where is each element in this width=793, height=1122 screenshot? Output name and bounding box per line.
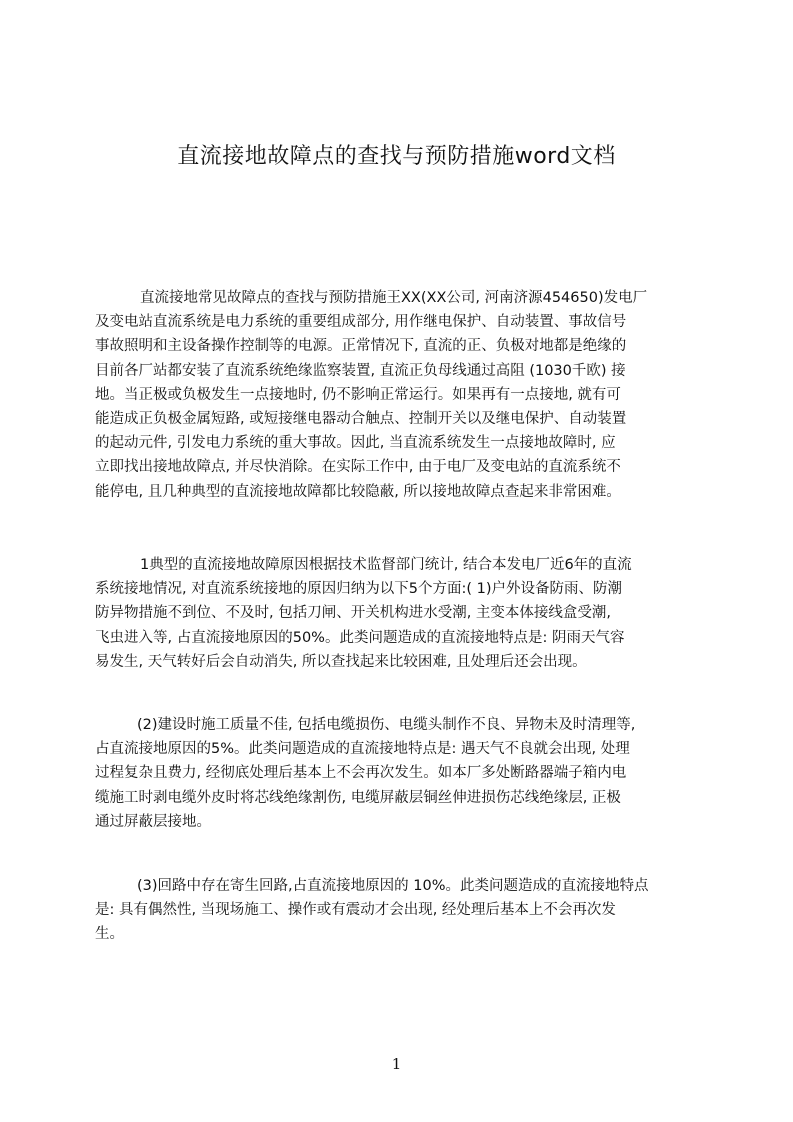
text-line: 易发生, 天气转好后会自动消失, 所以查找起来比较困难, 且处理后还会出现。 xyxy=(95,653,587,670)
text-line: 系统接地情况, 对直流系统接地的原因归纳为以下5个方面:( 1)户外设备防雨、防潮 xyxy=(95,581,622,598)
text-line: 占直流接地原因的5%。此类问题造成的直流接地特点是: 遇天气不良就会出现, 处理 xyxy=(95,741,630,758)
text-line: 的起动元件, 引发电力系统的重大事故。因此, 当直流系统发生一点接地故障时, 应 xyxy=(95,435,616,452)
text-line: 过程复杂且费力, 经彻底处理后基本上不会再次发生。如本厂多处断路器端子箱内电 xyxy=(95,765,627,782)
text-line: 缆施工时剥电缆外皮时将芯线绝缘割伤, 电缆屏蔽层铜丝伸进损伤芯线绝缘层, 正极 xyxy=(95,789,621,806)
text-line: 能停电, 且几种典型的直流接地故障都比较隐蔽, 所以接地故障点查起来非常困难。 xyxy=(95,483,621,500)
text-line: 是: 具有偶然性, 当现场施工、操作或有震动才会出现, 经处理后基本上不会再次发 xyxy=(95,902,616,919)
paragraph-cause-2 xyxy=(95,713,700,834)
text-line: 1典型的直流接地故障原因根据技术监督部门统计, 结合本发电厂近6年的直流 xyxy=(140,557,632,573)
text-line: 生。 xyxy=(95,926,124,943)
text-line: 地。当正极或负极发生一点接地时, 仍不影响正常运行。如果再有一点接地, 就有可 xyxy=(95,386,621,403)
text-line: 及变电站直流系统是电力系统的重要组成部分, 用作继电保护、自动装置、事故信号 xyxy=(95,314,627,331)
paragraph-cause-3 xyxy=(95,874,700,947)
paragraph-cause-1 xyxy=(95,553,700,674)
text-line: (3)回路中存在寄生回路,占直流接地原因的 10%。此类问题造成的直流接地特点 xyxy=(137,878,649,894)
text-line: 立即找出接地故障点, 并尽快消除。在实际工作中, 由于电厂及变电站的直流系统不 xyxy=(95,459,621,476)
text-line: (2)建设时施工质量不佳, 包括电缆损伤、电缆头制作不良、异物未及时清理等, xyxy=(137,717,636,733)
text-line: 目前各厂站都安装了直流系统绝缘监察装置, 直流正负母线通过高阻 (1030千欧) 接 xyxy=(95,362,626,379)
text-line: 飞虫进入等, 占直流接地原因的50%。此类问题造成的直流接地特点是: 阴雨天气容 xyxy=(95,629,625,646)
text-line: 能造成正负极金属短路, 或短接继电器动合触点、控制开关以及继电保护、自动装置 xyxy=(95,410,627,427)
text-line: 通过屏蔽层接地。 xyxy=(95,813,211,830)
paragraph-intro xyxy=(95,286,700,504)
text-line: 防异物措施不到位、不及时, 包括刀闸、开关机构进水受潮, 主变本体接线盒受潮, xyxy=(95,605,612,622)
page-number: 1 xyxy=(391,1055,402,1073)
text-line: 事故照明和主设备操作控制等的电源。正常情况下, 直流的正、负极对地都是绝缘的 xyxy=(95,338,627,355)
document-title: 直流接地故障点的查找与预防措施word文档 xyxy=(177,144,616,169)
text-line: 直流接地常见故障点的查找与预防措施王XX(XX公司, 河南济源454650)发电厂 xyxy=(140,290,648,306)
